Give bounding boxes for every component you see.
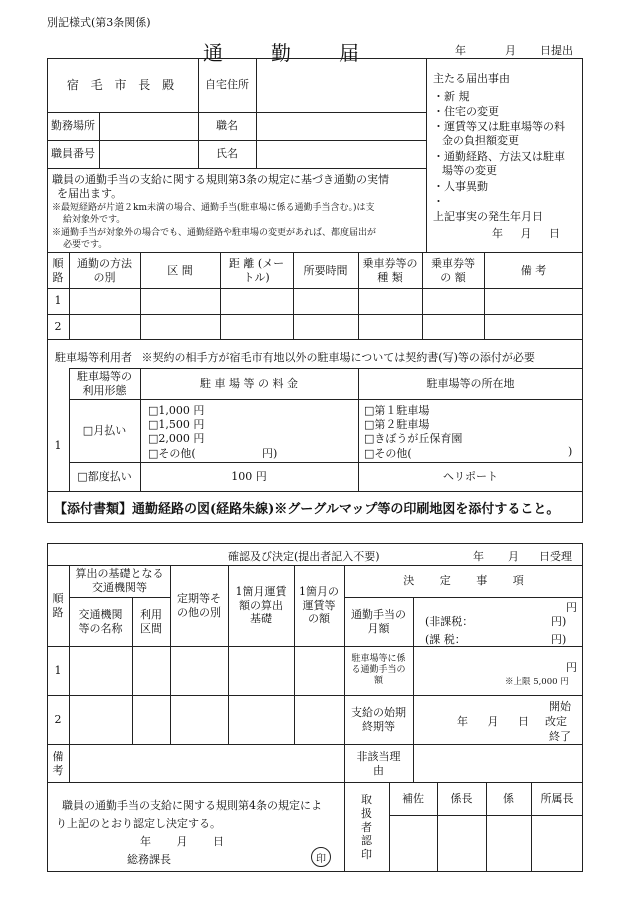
decision-label: 決 定 事 項: [403, 574, 524, 588]
route-header-no: 順路: [52, 256, 64, 284]
certification-text2: り上記のとおり認定し決定する。: [56, 817, 221, 830]
occurrence-label: 上記事実の発生年月日: [433, 210, 543, 223]
reason-other[interactable]: ・: [433, 195, 444, 208]
employee-no-field[interactable]: [99, 140, 198, 168]
fee-option-2000[interactable]: □2,000 円: [148, 432, 205, 445]
per-use-checkbox[interactable]: □都度払い: [77, 470, 132, 484]
non-tax-label: (非課税：: [425, 615, 474, 628]
parking-allowance-yen: 円: [566, 661, 577, 674]
parking-location-label: 駐車場等の所在地: [426, 376, 515, 390]
reason-route[interactable]: ・通勤経路、方法又は駐車: [433, 150, 565, 163]
non-tax-yen: 円): [551, 615, 567, 628]
name-label: 氏名: [216, 147, 238, 161]
occurrence-date[interactable]: 年 月 日: [492, 227, 560, 240]
certification-date[interactable]: 年 月 日: [140, 835, 224, 848]
option-start[interactable]: 開始: [549, 700, 571, 713]
note-distance-cont: 給対象外です。: [63, 215, 126, 225]
parking-cap-note: ※上限 5,000 円: [505, 677, 569, 687]
confirm-heading: 確認及び決定(提出者記入不要): [228, 550, 380, 563]
name-field[interactable]: [256, 140, 426, 168]
reason-address[interactable]: ・住宅の変更: [433, 105, 499, 118]
confirm-row-number: 2: [54, 712, 62, 726]
reason-new[interactable]: ・新 規: [433, 90, 470, 103]
route-header-ticket-type: 乗車券等の 種 類: [362, 256, 418, 284]
route-header-remarks: 備 考: [520, 263, 547, 277]
note-change-cont: 必要です。: [63, 240, 108, 250]
handling-chief: 係長: [450, 792, 473, 806]
location-option-2[interactable]: □第２駐車場: [364, 418, 430, 431]
submit-month: 月: [505, 44, 516, 57]
reason-fare[interactable]: ・運賃等又は駐車場等の料: [433, 120, 565, 133]
option-revise[interactable]: 改定: [545, 715, 567, 728]
reason-route-cont: 場等の変更: [442, 164, 497, 177]
submit-year: 年: [455, 44, 466, 57]
route-header-section: 区 間: [167, 263, 193, 277]
carrier-name-label: 交通機関等の名称: [78, 607, 123, 635]
option-end[interactable]: 終了: [549, 730, 571, 743]
allowance-yen: 円: [566, 601, 577, 614]
note-change: ※通勤手当が対象外の場合でも、通勤経路や駐車場の変更があれば、都度届出が: [52, 228, 377, 238]
form-title: 通勤届: [203, 41, 407, 65]
job-title-label: 職名: [216, 119, 238, 133]
section-used-label: 利用区間: [140, 607, 162, 635]
home-address-field[interactable]: [256, 58, 426, 112]
remarks-label: 備考: [52, 749, 64, 777]
handling-assistant: 補佐: [402, 792, 424, 806]
route-header-ticket-amount: 乗車券等の 額: [431, 256, 475, 284]
route-header-method: 通勤の方法の別: [77, 256, 132, 284]
location-option-1[interactable]: □第１駐車場: [364, 404, 430, 417]
fee-option-other[interactable]: □その他(: [148, 447, 196, 460]
fee-option-1000[interactable]: □1,000 円: [148, 404, 205, 417]
monthly-payment-checkbox[interactable]: □月払い: [82, 423, 127, 437]
workplace-label: 勤務場所: [51, 119, 95, 133]
reasons-heading: 主たる届出事由: [433, 72, 510, 85]
attachment-note: 【添付書類】通勤経路の図(経路朱線)※グーグルマップ等の印刷地図を添付すること。: [54, 502, 560, 517]
handling-manager: 所属長: [540, 792, 574, 806]
allowance-label: 通勤手当の月額: [351, 607, 406, 635]
route-row-number: 2: [54, 320, 62, 334]
monthly-basis-label: 1箇月運賃額の算出基礎: [235, 584, 287, 626]
per-use-fee: 100 円: [231, 470, 267, 484]
reason-transfer[interactable]: ・人事異動: [433, 180, 488, 193]
statement-line1: 職員の通勤手当の支給に関する規則第3条の規定に基づき通勤の実情: [52, 173, 389, 186]
location-option-other[interactable]: □その他(: [364, 447, 412, 460]
note-distance: ※最短経路が片道２km未満の場合、通勤手当(駐車場に係る通勤手当含む。)は支: [52, 203, 375, 213]
route-row-number: 1: [54, 294, 62, 308]
home-address-label: 自宅住所: [205, 78, 249, 92]
not-applicable-label: 非該当理由: [356, 749, 401, 777]
monthly-fare-label: 1箇月の運賃等の額: [299, 584, 339, 626]
route-header-time: 所要時間: [303, 263, 348, 277]
per-use-location: ヘリポート: [443, 470, 498, 484]
parking-row-number: 1: [54, 439, 62, 453]
parking-allowance-label: 駐車場等に係る通勤手当の額: [351, 653, 406, 687]
route-header-distance: 距 離 (メートル): [228, 256, 285, 284]
addressee: 宿 毛 市 長 殿: [66, 77, 179, 92]
location-option-nursery[interactable]: □きぼうが丘保育園: [364, 432, 463, 445]
reason-fare-cont: 金の負担額変更: [442, 134, 519, 147]
fixed-other-label: 定期等その他の別: [177, 591, 221, 619]
submit-day: 日提出: [540, 44, 573, 57]
parking-form-label: 駐車場等の利用形態: [77, 369, 132, 397]
form-reference: 別記様式(第3条関係): [47, 16, 151, 29]
employee-no-label: 職員番号: [51, 147, 95, 161]
location-option-other-close: ): [568, 445, 573, 458]
fee-option-other-unit: 円): [262, 447, 278, 460]
certification-signer: 総務課長: [127, 853, 171, 866]
parking-fee-label: 駐 車 場 等 の 料 金: [200, 376, 298, 390]
seal-icon: 印: [311, 847, 331, 867]
confirm-row-number: 1: [54, 663, 62, 677]
tax-label: (課 税：: [425, 633, 466, 646]
received-month: 月: [508, 550, 519, 563]
fee-option-1500[interactable]: □1,500 円: [148, 418, 205, 431]
basis-label: 算出の基礎となる交通機関等: [75, 567, 164, 594]
tax-yen: 円): [551, 633, 567, 646]
statement-line2: を届出ます。: [57, 187, 123, 200]
job-title-field[interactable]: [256, 112, 426, 140]
handling-staff: 係: [503, 792, 514, 806]
received-year: 年: [473, 550, 484, 563]
parking-note: 駐車場等利用者 ※契約の相手方が宿毛市有地以外の駐車場については契約書(写)等の添付が必要: [55, 351, 535, 364]
confirm-route-no-label: 順路: [52, 591, 64, 619]
start-end-label: 支給の始期終期等: [351, 705, 406, 733]
certification-text1: 職員の通勤手当の支給に関する規則第4条の規定によ: [62, 799, 322, 812]
workplace-field[interactable]: [99, 112, 198, 140]
handling-label: 取扱者認印: [361, 793, 372, 862]
received-day: 日受理: [539, 550, 572, 563]
start-end-date[interactable]: 年 月 日: [457, 715, 529, 728]
